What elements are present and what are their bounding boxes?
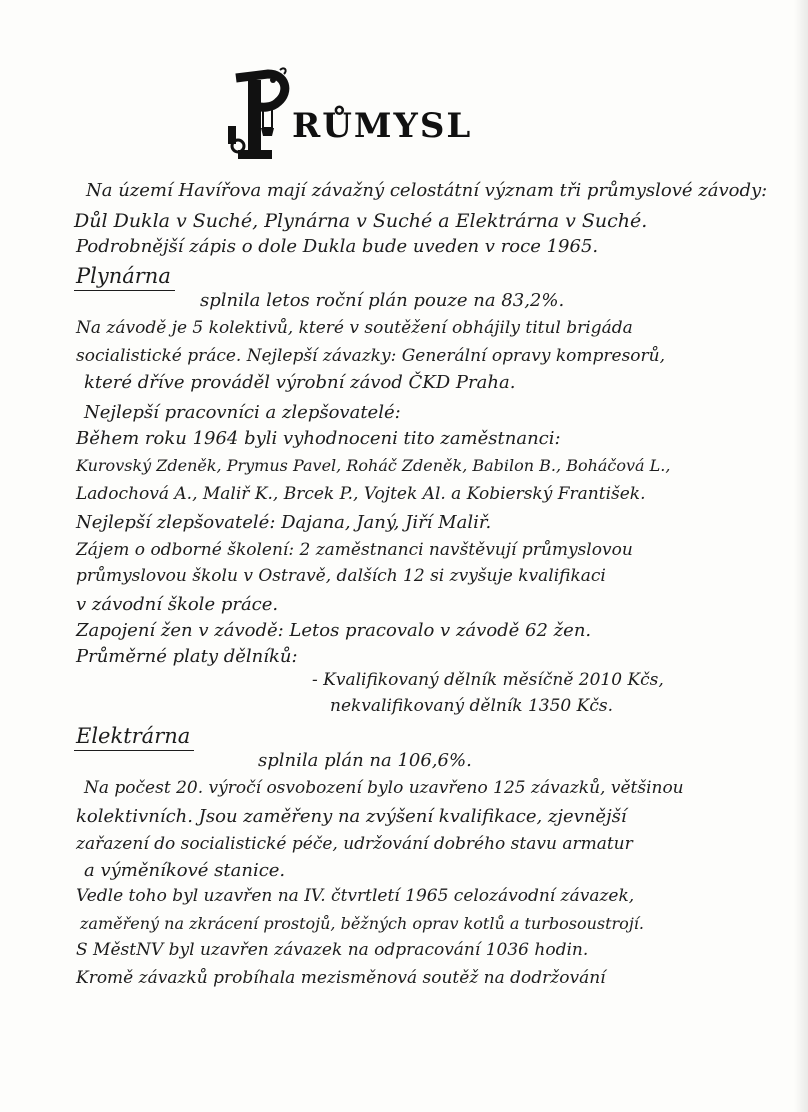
intro-line: Na území Havířova mají závažný celostátní význam tři průmyslové závody:: [86, 180, 768, 201]
text-line: Kurovský Zdeněk, Prymus Pavel, Roháč Zdeněk, Babilon B., Boháčová L.,: [76, 456, 671, 475]
text-line: Ladochová A., Maliř K., Brcek P., Vojtek Al. a Kobierský František.: [76, 484, 646, 504]
text-line: Během roku 1964 byli vyhodnoceni tito zaměstnanci:: [76, 428, 561, 449]
text-line: splnila plán na 106,6%.: [258, 750, 472, 771]
page-title: [228, 66, 528, 166]
section-heading-elektrarna: Elektrárna: [76, 724, 191, 748]
title-text: RŮMYSL: [292, 106, 473, 146]
text-line: splnila letos roční plán pouze na 83,2%.: [200, 290, 565, 311]
intro-line: Důl Dukla v Suché, Plynárna v Suché a Elektrárna v Suché.: [74, 210, 648, 232]
text-line: Na počest 20. výročí osvobození bylo uzavřeno 125 závazků, většinou: [84, 778, 684, 798]
text-line: zaměřený na zkrácení prostojů, běžných oprav kotlů a turbosoustrojí.: [80, 914, 644, 933]
text-line: a výměníkové stanice.: [84, 860, 286, 881]
text-line: - Kvalifikovaný dělník měsíčně 2010 Kčs,: [312, 670, 664, 690]
text-line: zařazení do socialistické péče, udržování dobrého stavu armatur: [76, 834, 633, 854]
text-line: kolektivních. Jsou zaměřeny na zvýšení kvalifikace, zjevnější: [76, 806, 627, 827]
text-line: Zapojení žen v závodě: Letos pracovalo v závodě 62 žen.: [76, 620, 592, 641]
intro-line: Podrobnější zápis o dole Dukla bude uveden v roce 1965.: [76, 236, 599, 257]
ornamental-initial-p-icon: [228, 66, 294, 164]
text-line: v závodní škole práce.: [76, 594, 279, 615]
text-line: nekvalifikovaný dělník 1350 Kčs.: [330, 696, 613, 716]
text-line: Nejlepší pracovníci a zlepšovatelé:: [84, 402, 401, 423]
section-heading-plynarna: Plynárna: [76, 264, 171, 288]
text-line: průmyslovou školu v Ostravě, dalších 12 si zvyšuje kvalifikaci: [76, 566, 606, 586]
text-line: Zájem o odborné školení: 2 zaměstnanci navštěvují průmyslovou: [76, 540, 633, 560]
text-line: Průměrné platy dělníků:: [76, 646, 298, 667]
text-line: S MěstNV byl uzavřen závazek na odpracování 1036 hodin.: [76, 940, 589, 960]
text-line: Vedle toho byl uzavřen na IV. čtvrtletí 1965 celozávodní závazek,: [76, 886, 635, 906]
text-line: Nejlepší zlepšovatelé: Dajana, Janý, Jiří Maliř.: [76, 512, 492, 533]
text-line: které dříve prováděl výrobní závod ČKD Praha.: [84, 372, 516, 393]
text-line: socialistické práce. Nejlepší závazky: Generální opravy kompresorů,: [76, 346, 666, 366]
text-line: Kromě závazků probíhala mezisměnová soutěž na dodržování: [76, 968, 606, 988]
page-edge-shadow: [794, 0, 808, 1112]
text-line: Na závodě je 5 kolektivů, které v soutěžení obhájily titul brigáda: [76, 318, 633, 338]
